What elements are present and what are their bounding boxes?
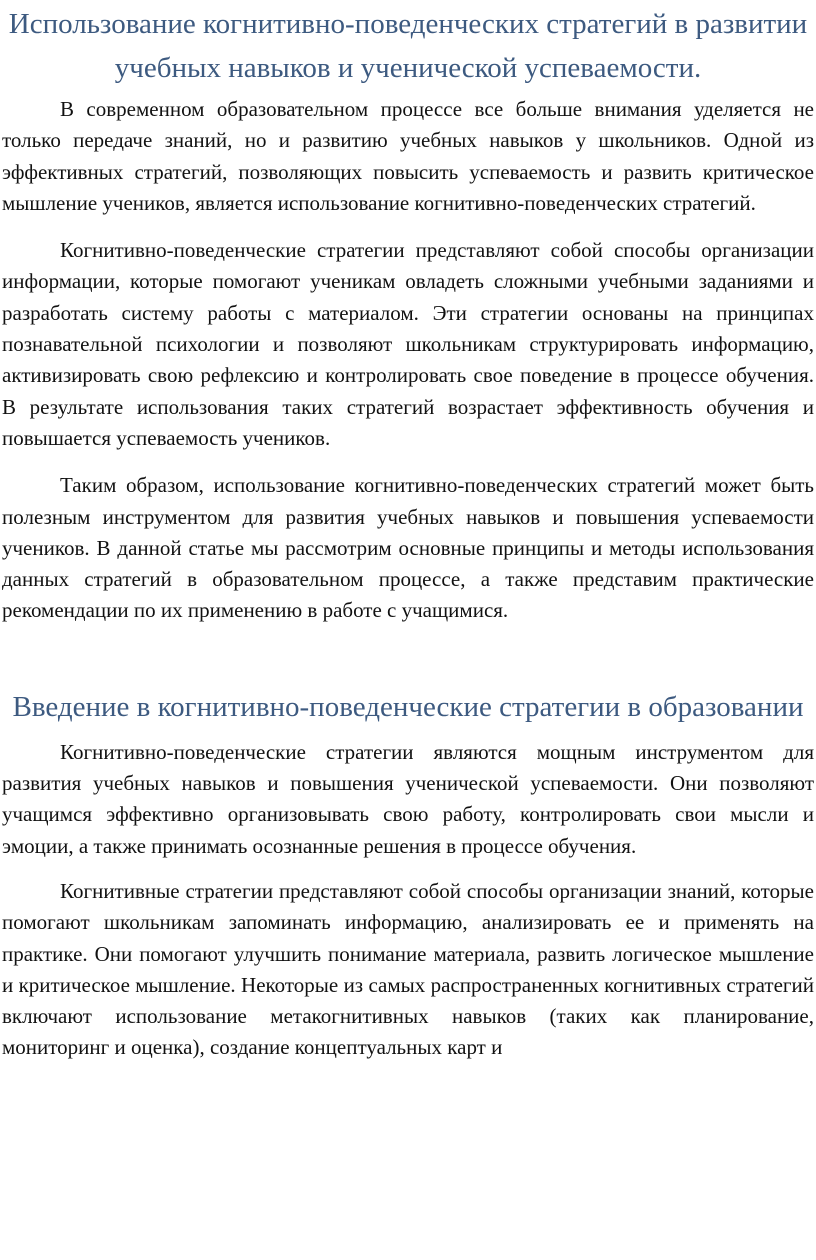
paragraph-section-2: Когнитивные стратегии представляют собой способы организации знаний, которые помогают школьникам запоминать информацию, анализировать ее и применять на практике. Они помогают улучшить понимание материала, развить логическое мышление и критическое мышление. Некоторые из самых распространенных когнитивных стратегий включают использование метакогнитивных навыков (таких как планирование, мониторинг и оценка), создание концептуальных карт и	[2, 878, 814, 1060]
paragraph-section-1: Когнитивно-поведенческие стратегии являются мощным инструментом для развития учебных навыков и повышения ученической успеваемости. Они позволяют учащимся эффективно организовывать свою работу, контролировать свои мысли и эмоции, а также принимать осознанные решения в процессе обучения.	[2, 739, 814, 858]
paragraph-intro-2: Когнитивно-поведенческие стратегии представляют собой способы организации информации, которые помогают ученикам овладеть сложными учебными заданиями и разработать систему работы с материалом. Эти стратегии основаны на принципах познавательной психологии и позволяют школьникам структурировать информацию, активизировать свою рефлексию и контролировать свое поведение в процессе обучения. В результате использования таких стратегий возрастает эффективность обучения и повышается успеваемость учеников.	[2, 238, 814, 450]
paragraph-intro-3: Таким образом, использование когнитивно-поведенческих стратегий может быть полезным инструментом для развития учебных навыков и повышения успеваемости учеников. В данной статье мы рассмотрим основные принципы и методы использования данных стратегий в образовательном процессе, а также представим практические рекомендации по их применению в работе с учащимися.	[2, 473, 814, 623]
document-title: Использование когнитивно-поведенческих стратегий в развитии учебных навыков и ученической успеваемости.	[8, 8, 808, 84]
paragraph-intro-1: В современном образовательном процессе все больше внимания уделяется не только передаче знаний, но и развитию учебных навыков у школьников. Одной из эффективных стратегий, позволяющих повысить успеваемость и развить критическое мышление учеников, является использование когнитивно-поведенческих стратегий.	[2, 97, 814, 215]
section-title: Введение в когнитивно-поведенческие стратегии в образовании	[12, 690, 804, 723]
